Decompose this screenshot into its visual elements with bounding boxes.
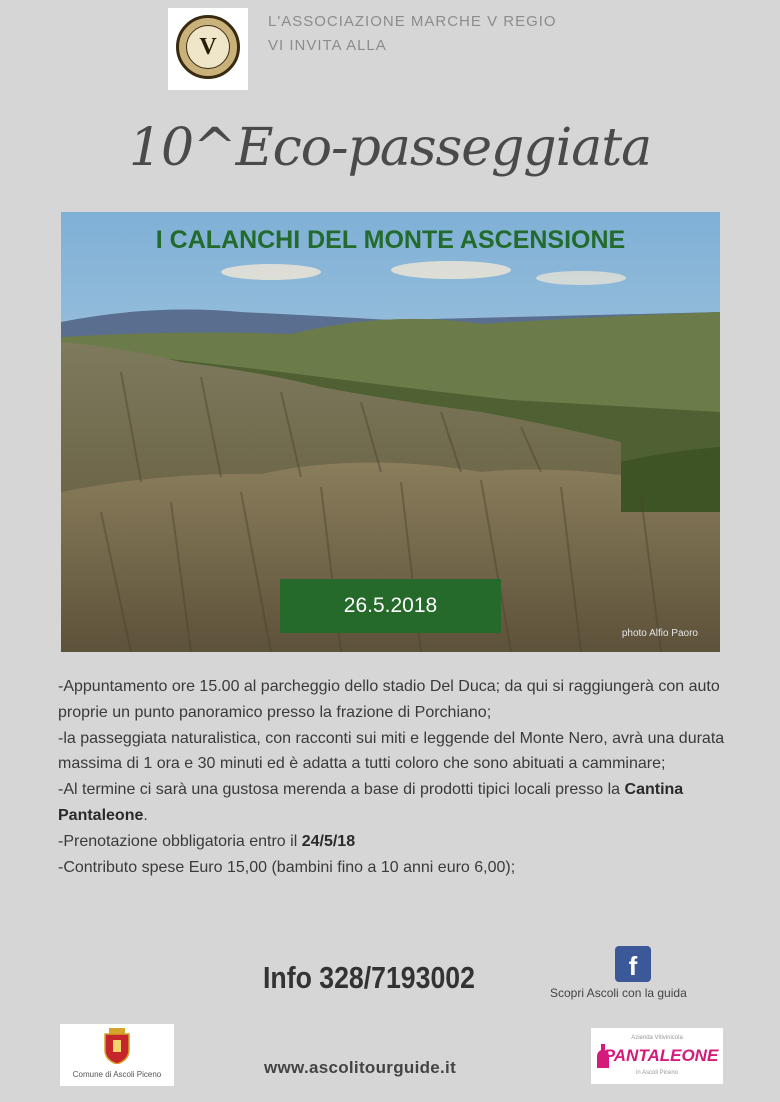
booking-deadline: 24/5/18 — [301, 832, 356, 850]
info-phone: Info 328/7193002 — [263, 960, 475, 995]
date-badge: 26.5.2018 — [280, 579, 501, 633]
comune-caption: Comune di Ascoli Piceno — [72, 1070, 162, 1079]
pantaleone-tagline: in Ascoli Piceno — [635, 1070, 679, 1076]
cloud — [221, 264, 321, 280]
winery-name: Cantina Pantaleone — [58, 781, 684, 824]
pantaleone-logo — [591, 1028, 723, 1084]
facebook-icon[interactable]: f — [615, 946, 651, 982]
booking-text: -Prenotazione obbligatoria entro il — [58, 832, 302, 850]
cloud — [391, 261, 511, 279]
snack-text: -Al termine ci sarà una gustosa merenda a base di prodotti tipici locali presso la — [58, 781, 625, 799]
snack-end: . — [143, 806, 148, 824]
seal-icon — [176, 15, 240, 79]
association-logo — [168, 8, 248, 90]
facebook-caption: Scopri Ascoli con la guida — [550, 986, 687, 1000]
event-title: 10^Eco-passeggiata — [128, 118, 652, 178]
cloud — [536, 271, 626, 285]
photo-credit: photo Alfio Paoro — [621, 628, 698, 639]
assoc-line-1: L'ASSOCIAZIONE MARCHE V REGIO — [268, 13, 557, 30]
description-fee: -Contributo spese Euro 15,00 (bambini fino a 10 anni euro 6,00); — [58, 858, 516, 876]
description-walk: -la passeggiata naturalistica, con racconti sui miti e leggende del Monte Nero, avrà una durata massima di 1 ora e 30 minuti ed è adatta a tutti coloro che sono abituati a camminare; — [58, 729, 725, 773]
crest-icon — [103, 1028, 131, 1064]
description-meeting: -Appuntamento ore 15.00 al parcheggio dello stadio Del Duca; da qui si raggiungerà con auto proprie un punto panoramico presso la frazione di Porchiano; — [58, 678, 720, 721]
comune-logo — [60, 1024, 174, 1086]
pantaleone-header: Azienda Vitivinicola — [631, 1035, 683, 1041]
pantaleone-name: PANTALEONE — [603, 1046, 719, 1065]
description-booking — [58, 829, 728, 855]
logo-letter: V — [186, 25, 230, 69]
photo-subtitle: I CALANCHI DEL MONTE ASCENSIONE — [155, 226, 626, 254]
association-text — [268, 10, 557, 58]
website-link[interactable]: www.ascolitourguide.it — [264, 1058, 457, 1077]
description-snack — [58, 777, 728, 829]
assoc-line-2: VI INVITA ALLA — [268, 37, 387, 54]
event-description — [58, 674, 728, 880]
landscape-photo — [61, 212, 720, 652]
